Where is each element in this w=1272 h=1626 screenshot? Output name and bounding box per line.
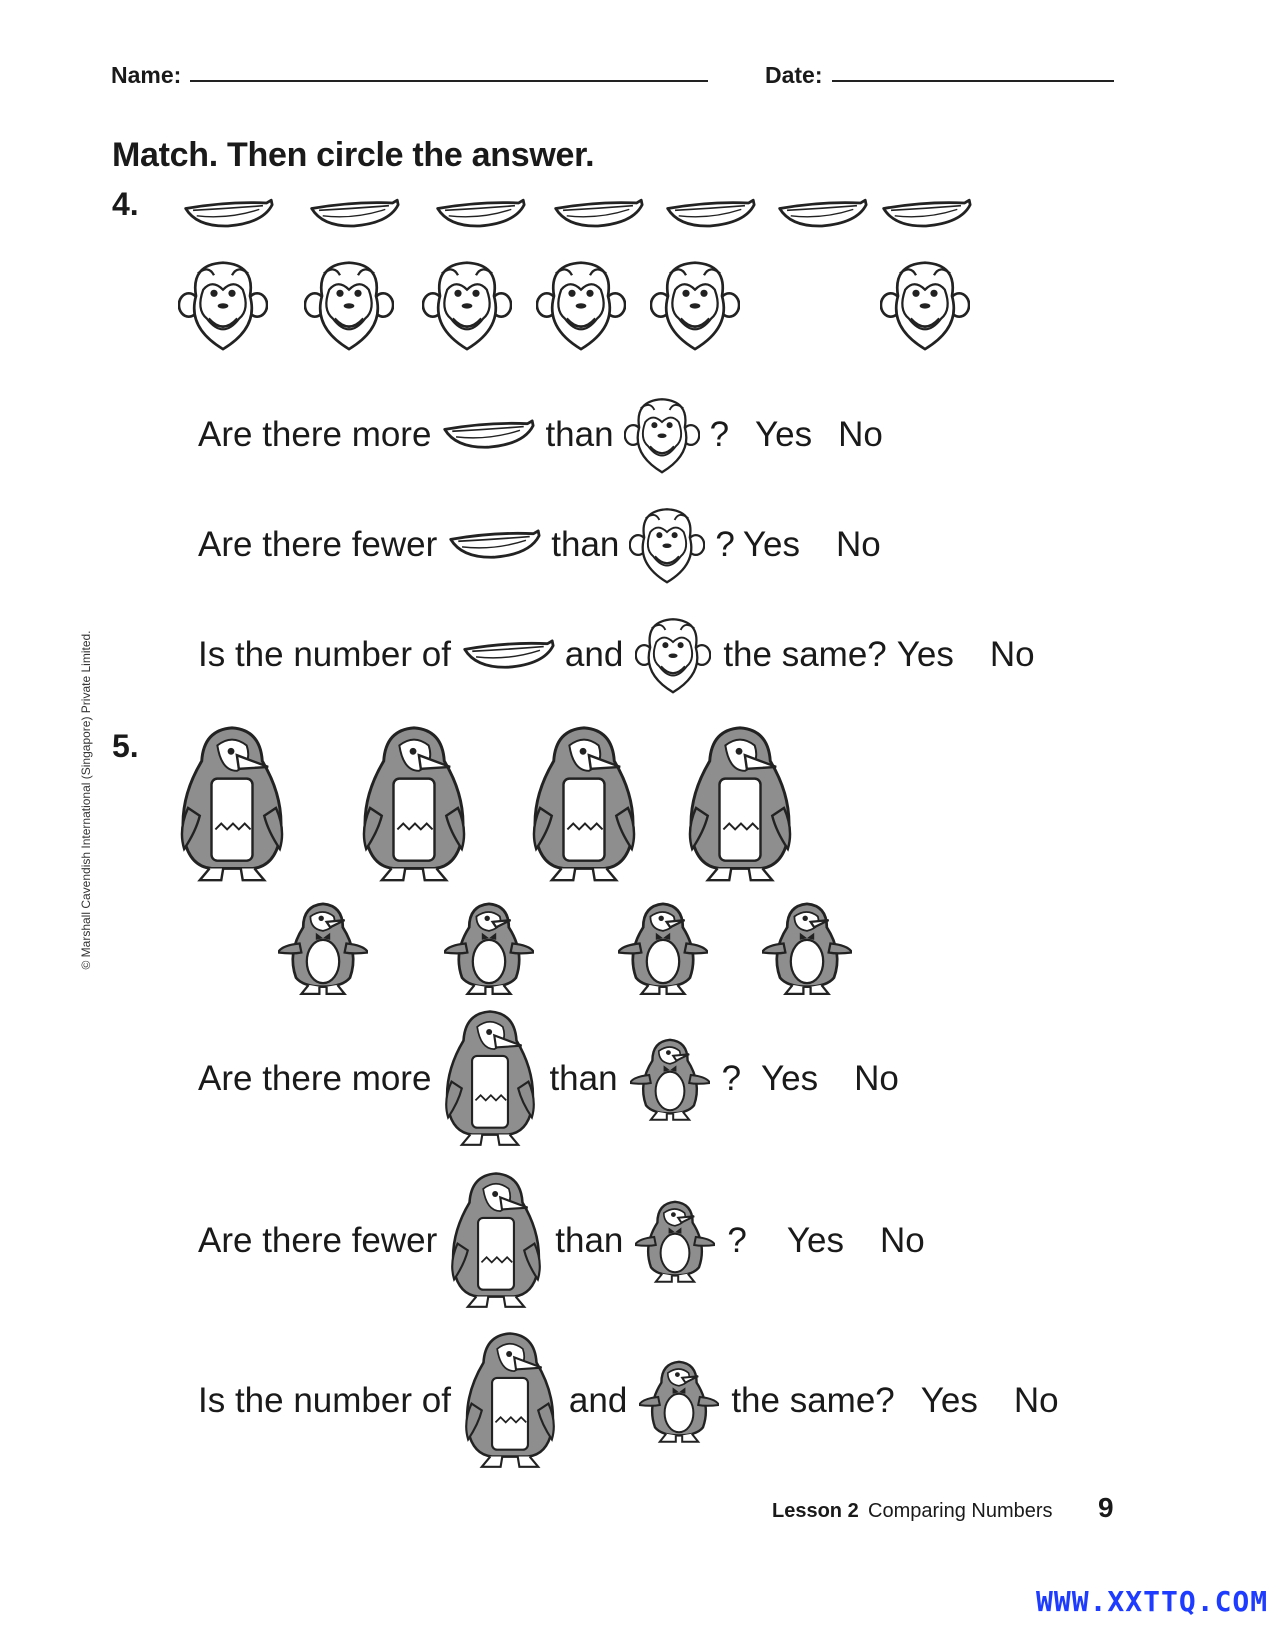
- big-penguin-icon: [360, 722, 468, 888]
- question-mark: ?: [727, 1221, 747, 1260]
- question-text: than: [555, 1221, 624, 1260]
- big-penguin-icon: [443, 1006, 537, 1152]
- banana-icon: [776, 194, 868, 234]
- ex5-question-fewer: [198, 1166, 925, 1316]
- banana-icon: [441, 415, 535, 455]
- question-text: than: [545, 415, 614, 454]
- banana-icon: [664, 194, 756, 234]
- question-text: and: [568, 1381, 628, 1420]
- big-penguin-row: [178, 722, 794, 888]
- question-mark: ?: [721, 1059, 742, 1098]
- name-label: Name:: [111, 62, 182, 88]
- answer-yes[interactable]: Yes: [742, 525, 800, 564]
- big-penguin-icon: [449, 1168, 543, 1314]
- copyright-notice: © Marshall Cavendish International (Singapore) Private Limited.: [79, 630, 93, 970]
- monkey-face-icon: [422, 252, 512, 358]
- question-text: the same?: [723, 635, 887, 674]
- ex5-question-same: [198, 1326, 1059, 1476]
- answer-no[interactable]: No: [838, 415, 883, 454]
- question-text: Are there more: [198, 1059, 432, 1098]
- ex4-question-same: [198, 600, 1035, 710]
- monkey-face-icon: [650, 252, 740, 358]
- date-field[interactable]: [832, 80, 1114, 82]
- question-text: Are there fewer: [198, 1221, 438, 1260]
- question-text: Is the number of: [198, 635, 451, 674]
- small-penguin-icon: [635, 1196, 715, 1286]
- small-penguin-icon: [618, 894, 708, 1002]
- instruction-heading: Match. Then circle the answer.: [112, 136, 595, 174]
- small-penguin-icon: [639, 1356, 719, 1446]
- answer-yes[interactable]: Yes: [920, 1381, 978, 1420]
- watermark: WWW.XXTTQ.COM: [1036, 1585, 1269, 1618]
- footer-lesson: Lesson 2: [772, 1500, 859, 1522]
- answer-no[interactable]: No: [835, 525, 881, 564]
- monkey-face-icon: [178, 252, 268, 358]
- question-text: Are there more: [198, 415, 432, 454]
- answer-yes[interactable]: Yes: [786, 1221, 844, 1260]
- monkey-face-icon: [629, 500, 705, 590]
- banana-row: [182, 194, 972, 234]
- question-text: Is the number of: [198, 1381, 451, 1420]
- banana-icon: [308, 194, 400, 234]
- small-penguin-row: [278, 894, 852, 1002]
- monkey-row: [178, 252, 970, 358]
- banana-icon: [461, 635, 555, 675]
- exercise-4-number: 4.: [112, 186, 139, 222]
- small-penguin-icon: [762, 894, 852, 1002]
- answer-yes[interactable]: Yes: [761, 1059, 819, 1098]
- small-penguin-icon: [278, 894, 368, 1002]
- banana-icon: [434, 194, 526, 234]
- answer-no[interactable]: No: [989, 635, 1035, 674]
- banana-icon: [447, 525, 541, 565]
- small-penguin-icon: [630, 1034, 710, 1124]
- big-penguin-icon: [530, 722, 638, 888]
- monkey-face-icon: [635, 610, 711, 700]
- big-penguin-icon: [686, 722, 794, 888]
- answer-no[interactable]: No: [879, 1221, 925, 1260]
- big-penguin-icon: [178, 722, 286, 888]
- question-text: Are there fewer: [198, 525, 438, 564]
- date-label: Date:: [765, 62, 823, 88]
- exercise-5-number: 5.: [112, 728, 139, 764]
- question-text: and: [564, 635, 624, 674]
- monkey-face-icon: [536, 252, 626, 358]
- monkey-face-icon: [624, 390, 700, 480]
- question-text: than: [551, 525, 620, 564]
- answer-yes[interactable]: Yes: [896, 635, 954, 674]
- answer-no[interactable]: No: [1013, 1381, 1059, 1420]
- small-penguin-icon: [444, 894, 534, 1002]
- answer-yes[interactable]: Yes: [755, 415, 813, 454]
- question-mark: ?: [709, 415, 730, 454]
- big-penguin-icon: [463, 1328, 557, 1474]
- monkey-face-icon: [304, 252, 394, 358]
- ex5-question-more: [198, 1004, 899, 1154]
- ex4-question-fewer: [198, 490, 881, 600]
- banana-icon: [552, 194, 644, 234]
- ex4-question-more: [198, 380, 883, 490]
- question-text: than: [549, 1059, 618, 1098]
- question-text: the same?: [731, 1381, 895, 1420]
- answer-no[interactable]: No: [854, 1059, 899, 1098]
- question-mark: ?: [715, 525, 735, 564]
- page-number: 9: [1098, 1492, 1114, 1523]
- banana-icon: [880, 194, 972, 234]
- banana-icon: [182, 194, 274, 234]
- name-field[interactable]: [190, 80, 708, 82]
- monkey-face-icon: [880, 252, 970, 358]
- footer-topic: Comparing Numbers: [868, 1500, 1053, 1522]
